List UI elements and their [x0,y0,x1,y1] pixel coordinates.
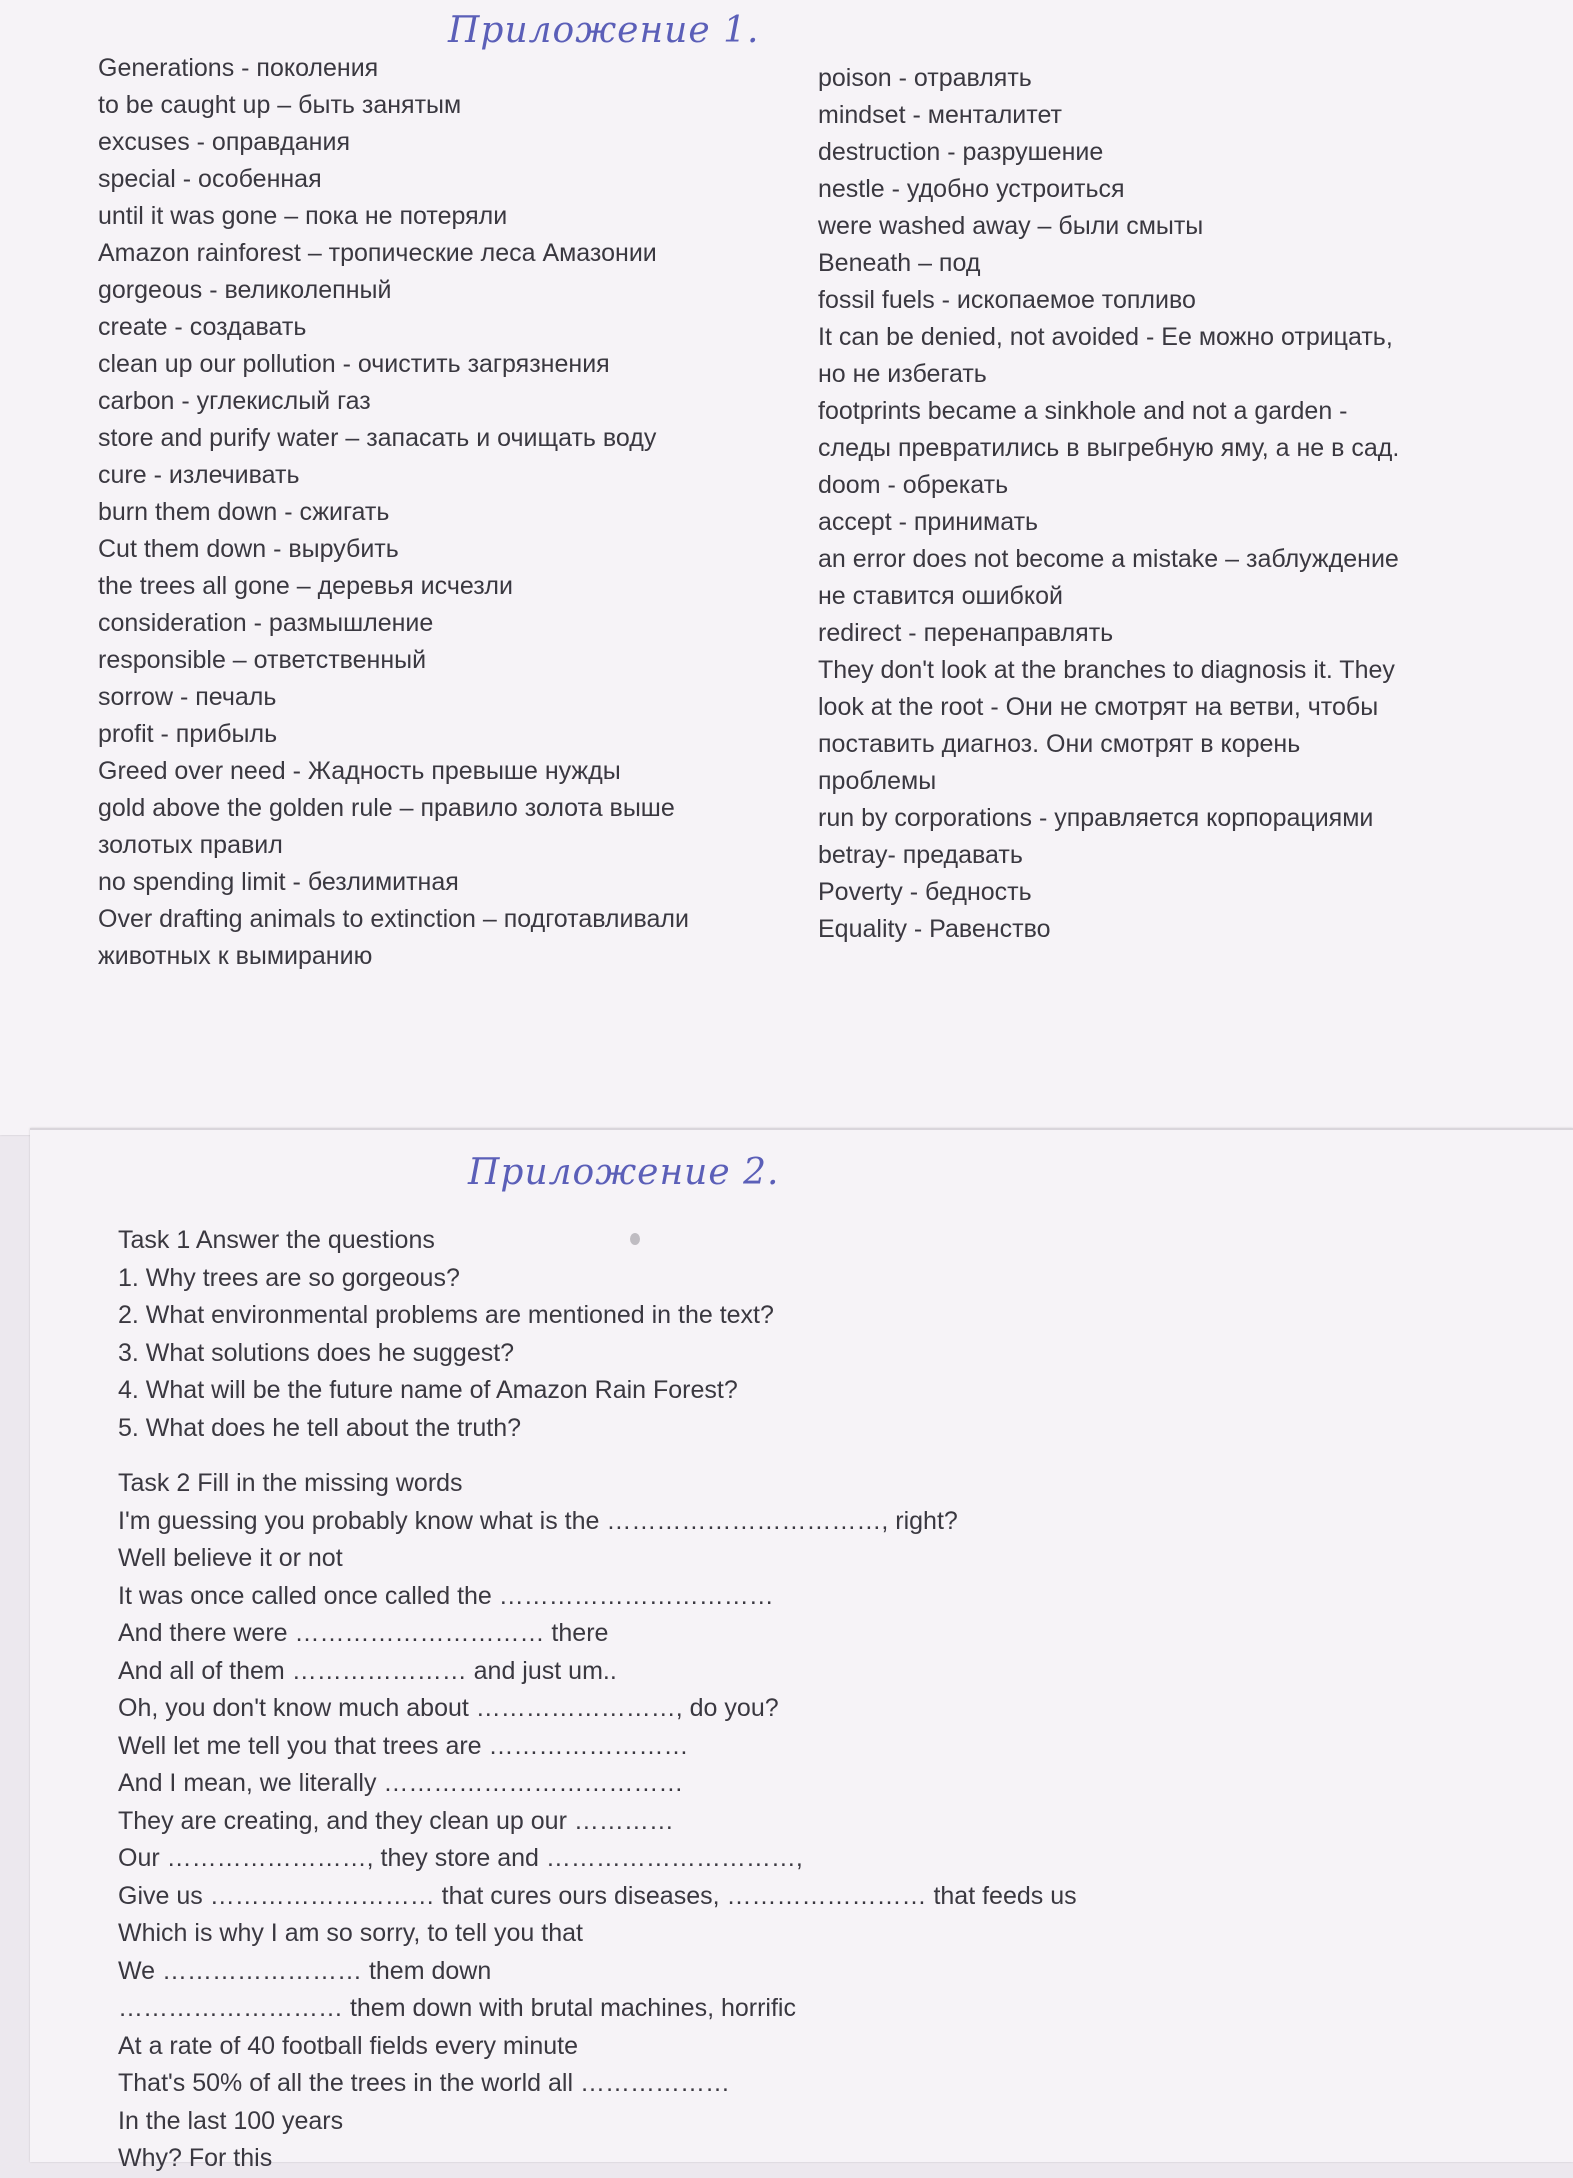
tasks-section [118,1222,1418,2178]
vocabulary-entry: Greed over need - Жадность превыше нужды [98,757,621,785]
vocabulary-entry: cure - излечивать [98,461,300,489]
fill-in-line: That's 50% of all the trees in the world all ……………… [118,2069,730,2097]
fill-in-line: At a rate of 40 football fields every minute [118,2031,578,2060]
vocabulary-entry: gold above the golden rule – правило золота выше [98,794,675,822]
vocabulary-entry: accept - принимать [818,508,1039,536]
vocabulary-entry: Amazon rainforest – тропические леса Амазонии [98,239,657,267]
question-item: 5. What does he tell about the truth? [118,1413,522,1442]
vocabulary-entry: look at the root - Они не смотрят на ветви, чтобы [818,693,1379,721]
vocabulary-entry: poison - отравлять [818,64,1032,92]
vocabulary-entry: животных к вымиранию [98,942,373,970]
vocabulary-entry: destruction - разрушение [818,138,1104,166]
vocabulary-entry: Generations - поколения [98,54,379,82]
vocabulary-entry: were washed away – были смыты [818,212,1204,240]
vocabulary-entry: следы превратились в выгребную яму, а не в сад. [818,434,1400,462]
vocabulary-entry: to be caught up – быть занятым [98,91,462,119]
spacer [118,1447,1418,1465]
vocabulary-entry: Over drafting animals to extinction – подготавливали [98,905,689,933]
vocabulary-entry: Cut them down - вырубить [98,535,399,563]
vocabulary-entry: carbon - углекислый газ [98,387,371,415]
fill-in-line: They are creating, and they clean up our ………… [118,1806,674,1835]
vocabulary-left-column [98,50,778,975]
fill-in-line: In the last 100 years [118,2106,344,2135]
vocabulary-entry: Equality - Равенство [818,915,1051,943]
vocabulary-right-column [818,60,1458,948]
task-2-title: Task 2 Fill in the missing words [118,1469,463,1497]
vocabulary-entry: the trees all gone – деревья исчезли [98,572,513,600]
vocabulary-entry: It can be denied, not avoided - Ее можно отрицать, [818,323,1393,351]
fill-in-line: Well let me tell you that trees are …………………… [118,1731,689,1760]
vocabulary-entry: fossil fuels - ископаемое топливо [818,286,1196,314]
vocabulary-entry: nestle - удобно устроиться [818,175,1125,203]
fill-in-line: Oh, you don't know much about ……………………, do you? [118,1694,779,1722]
vocabulary-entry: sorrow - печаль [98,683,277,711]
appendix-1-title: Приложение 1. [448,10,760,51]
vocabulary-entry: footprints became a sinkhole and not a garden - [818,397,1348,425]
vocabulary-entry: excuses - оправдания [98,128,350,156]
vocabulary-entry: redirect - перенаправлять [818,619,1114,647]
question-item: 2. What environmental problems are mentioned in the text? [118,1301,774,1329]
vocabulary-entry: clean up our pollution - очистить загрязнения [98,350,610,378]
vocabulary-entry: doom - обрекать [818,471,1009,499]
question-item: 4. What will be the future name of Amazon Rain Forest? [118,1376,738,1404]
fill-in-line: Give us ……………………… that cures ours diseases, …………………… that feeds us [118,1881,1077,1910]
vocabulary-entry: special - особенная [98,165,322,193]
question-item: 3. What solutions does he suggest? [118,1338,515,1367]
vocabulary-entry: profit - прибыль [98,720,278,748]
vocabulary-entry: burn them down - сжигать [98,498,390,526]
vocabulary-entry: no spending limit - безлимитная [98,868,459,896]
fill-in-line: And all of them ………………… and just um.. [118,1656,617,1685]
vocabulary-entry: betray- предавать [818,841,1023,869]
vocabulary-entry: поставить диагноз. Они смотрят в корень [818,730,1301,758]
task-1-title: Task 1 Answer the questions [118,1226,435,1254]
fill-in-line: And there were ………………………… there [118,1619,609,1647]
vocabulary-entry: золотых правил [98,831,283,859]
question-item: 1. Why trees are so gorgeous? [118,1263,460,1292]
fill-in-line: It was once called once called the …………………………… [118,1581,774,1610]
vocabulary-entry: mindset - менталитет [818,101,1062,129]
fill-in-line: Well believe it or not [118,1544,343,1572]
fill-in-line: Which is why I am so sorry, to tell you that [118,1919,583,1947]
appendix-2-title: Приложение 2. [468,1152,780,1193]
vocabulary-entry: Beneath – под [818,249,981,277]
vocabulary-entry: They don't look at the branches to diagnosis it. They [818,656,1395,684]
vocabulary-entry: until it was gone – пока не потеряли [98,202,508,230]
vocabulary-entry: store and purify water – запасать и очищать воду [98,424,657,452]
vocabulary-entry: проблемы [818,767,937,795]
vocabulary-entry: consideration - размышление [98,609,434,637]
fill-in-line: Our ……………………, they store and …………………………, [118,1844,803,1872]
task-2-lines [118,1503,1418,2178]
fill-in-line: I'm guessing you probably know what is the ……………………………, right? [118,1506,958,1535]
vocabulary-entry: create - создавать [98,313,307,341]
fill-in-line: And I mean, we literally ……………………………… [118,1769,684,1797]
vocabulary-entry: но не избегать [818,360,987,388]
task-1-questions [118,1260,1418,1448]
vocabulary-entry: run by corporations - управляется корпорациями [818,804,1374,832]
vocabulary-entry: не ставится ошибкой [818,582,1063,610]
vocabulary-entry: gorgeous - великолепный [98,276,392,304]
fill-in-line: Why? For this [118,2144,273,2172]
vocabulary-entry: an error does not become a mistake – заблуждение [818,545,1399,573]
vocabulary-entry: responsible – ответственный [98,646,427,674]
appendix-2-sheet [30,1128,1573,2172]
fill-in-line: ……………………… them down with brutal machines, horrific [118,1994,796,2022]
vocabulary-entry: Poverty - бедность [818,878,1032,906]
fill-in-line: We …………………… them down [118,1956,492,1985]
